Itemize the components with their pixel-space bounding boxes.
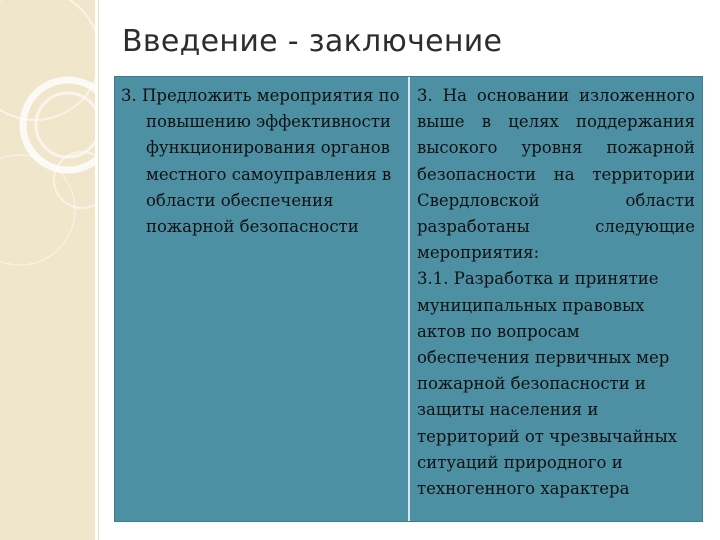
column-divider <box>408 77 410 521</box>
right-column-cell <box>417 83 695 502</box>
comparison-table <box>114 76 703 522</box>
right-column-point: 3.1. Разработка и принятие муниципальных правовых актов по вопросам обеспечения первичных мер пожарной безопасности и защиты населения и территорий от чрезвычайных ситуаций природного и техногенного характера <box>417 269 678 499</box>
slide-title: Введение - заключение <box>122 24 503 59</box>
right-column-intro: 3. На основании изложенного выше в целях поддержания высокого уровня пожарной безопасности на территории Свердловской области разработаны следующие мероприятия: <box>417 86 695 263</box>
concentric-circles-icon <box>0 0 95 540</box>
left-column-cell <box>121 83 403 240</box>
vertical-divider-thin <box>98 0 99 540</box>
left-column-text: 3. Предложить мероприятия по повышению эффективности функционирования органов местного самоуправления в области обеспечения пожарной безопасности <box>121 86 400 237</box>
